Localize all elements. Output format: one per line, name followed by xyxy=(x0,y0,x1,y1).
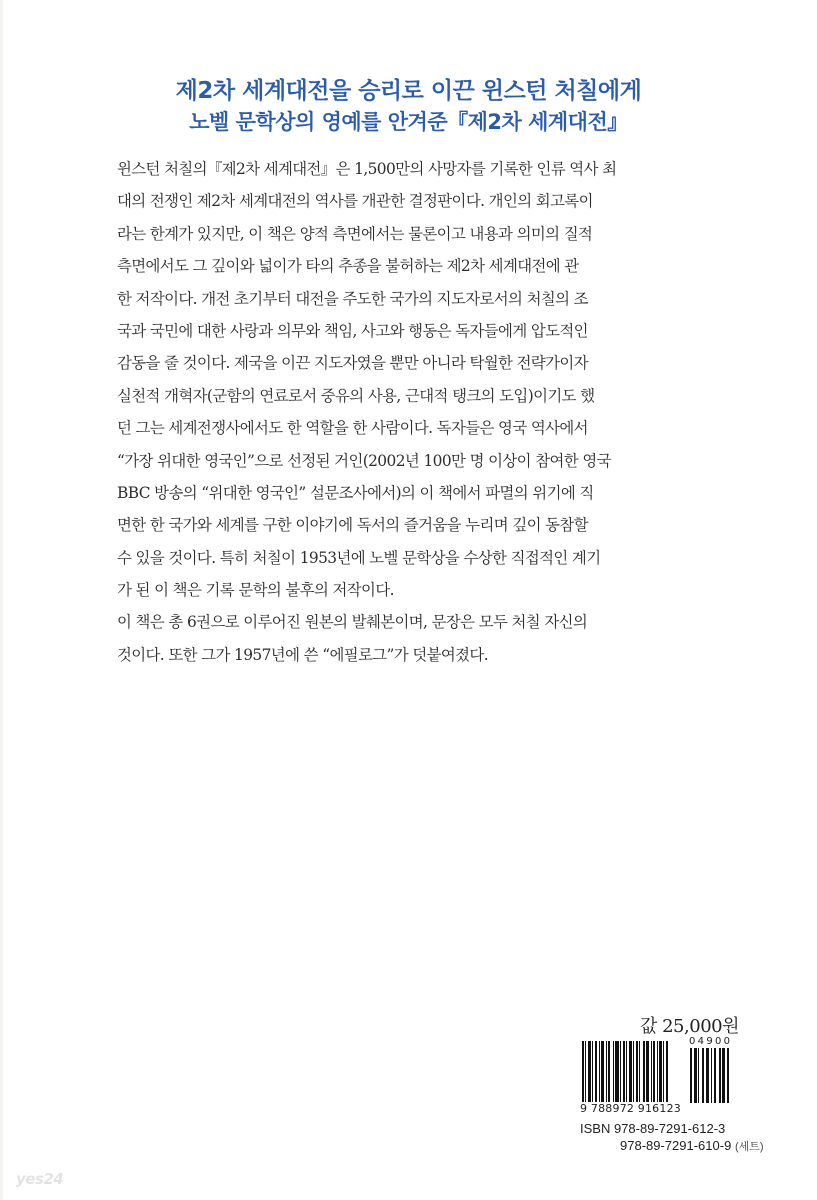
headline-line-2: 노벨 문학상의 영예를 안겨준『제2차 세계대전』 xyxy=(189,110,628,134)
watermark-logo: yes24 xyxy=(16,1170,64,1188)
isbn-set-row xyxy=(580,1137,764,1156)
barcode-addon-icon xyxy=(690,1048,732,1103)
description-line: 한 저작이다. 개전 초기부터 대전을 주도한 국가의 지도자로서의 처칠의 조 xyxy=(117,289,588,308)
description-line: 라는 한계가 있지만, 이 책은 양적 측면에서는 물론이고 내용과 의미의 질적 xyxy=(117,224,593,243)
isbn-number: ISBN 978-89-7291-612-3 xyxy=(580,1121,726,1136)
description-line: 윈스턴 처칠의『제2차 세계대전』은 1,500만의 사망자를 기록한 인류 역사 최 xyxy=(117,160,617,178)
description-line: BBC 방송의 “위대한 영국인” 설문조사에서)의 이 책에서 파멸의 위기에 직 xyxy=(117,483,594,502)
description-line: 실천적 개혁자(군함의 연료로서 중유의 사용, 근대적 탱크의 도입)이기도 했 xyxy=(117,386,595,405)
description-line: 면한 한 국가와 세계를 구한 이야기에 독서의 즐거움을 누리며 깊이 동참할 xyxy=(117,516,588,535)
barcode-icon xyxy=(582,1041,682,1103)
description-line: 던 그는 세계전쟁사에서도 한 역할을 한 사람이다. 독자들은 영국 역사에서 xyxy=(117,419,588,438)
book-description xyxy=(117,153,717,671)
description-line: 감동을 줄 것이다. 제국을 이끈 지도자였을 뿐만 아니라 탁월한 전략가이자 xyxy=(117,354,588,373)
headline-line-1: 제2차 세계대전을 승리로 이끈 윈스턴 처칠에게 xyxy=(175,78,642,104)
barcode-addon-digits: 04900 xyxy=(689,1036,733,1047)
description-line: 국과 국민에 대한 사랑과 의무와 책임, 사고와 행동은 독자들에게 압도적인 xyxy=(117,321,588,340)
description-line: 대의 전쟁인 제2차 세계대전의 역사를 개관한 결정판이다. 개인의 회고록이 xyxy=(117,192,593,211)
barcode-ean-digits: 9 788972 916123 xyxy=(580,1102,681,1115)
description-line: 가 된 이 책은 기록 문학의 불후의 저작이다. xyxy=(117,581,394,600)
price-label: 값 25,000원 xyxy=(640,1016,739,1037)
description-line: 측면에서도 그 깊이와 넓이가 타의 추종을 불허하는 제2차 세계대전에 관 xyxy=(117,257,579,276)
isbn-block xyxy=(580,1120,764,1156)
isbn-set-number: 978-89-7291-610-9 xyxy=(620,1138,732,1153)
isbn-set-label: (세트) xyxy=(734,1141,764,1153)
description-line: 수 있을 것이다. 특히 처칠이 1953년에 노벨 문학상을 수상한 직접적인 계기 xyxy=(117,548,601,567)
description-line: “가장 위대한 영국인”으로 선정된 거인(2002년 100만 명 이상이 참여한 영국 xyxy=(117,451,611,470)
description-line: 이 책은 총 6권으로 이루어진 원본의 발췌본이며, 문장은 모두 처칠 자신의 xyxy=(117,613,588,632)
description-line: 것이다. 또한 그가 1957년에 쓴 “에필로그”가 덧붙여졌다. xyxy=(117,645,488,664)
scan-edge xyxy=(0,0,3,1200)
